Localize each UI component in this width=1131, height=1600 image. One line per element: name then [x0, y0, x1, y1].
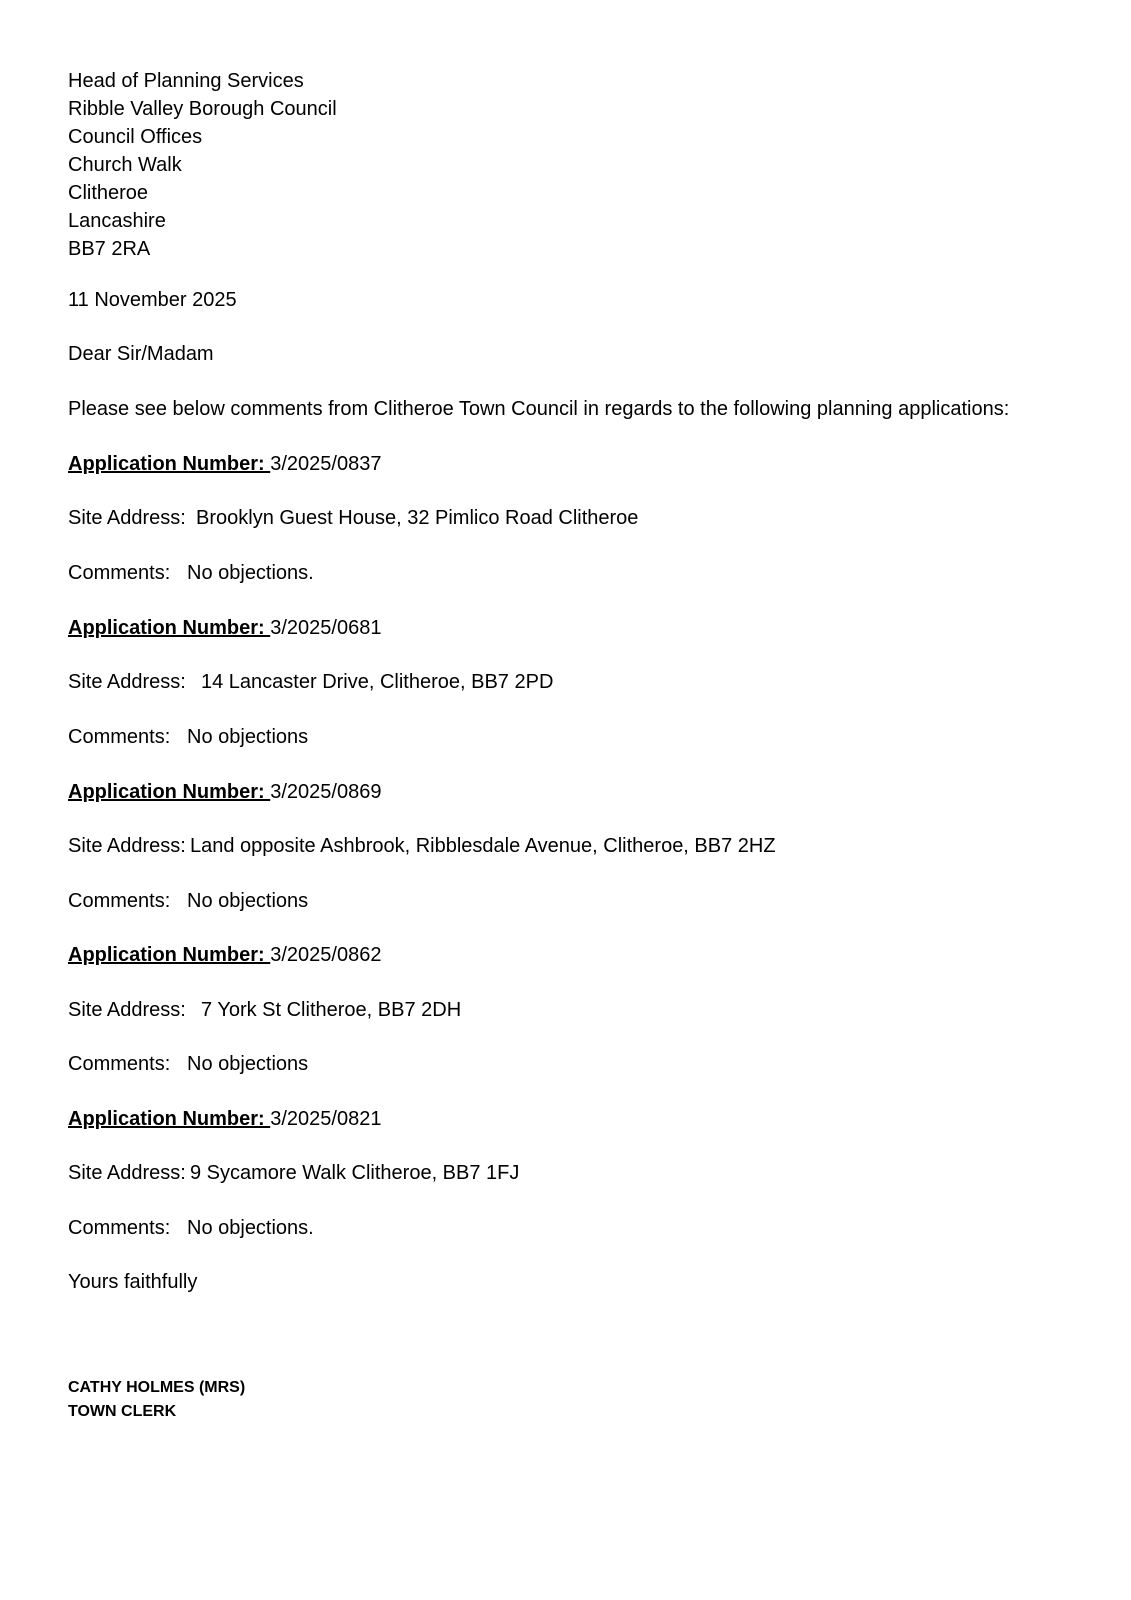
site-address-row	[68, 832, 776, 860]
application-number-row	[68, 1105, 381, 1133]
comments-label: Comments:	[68, 890, 171, 912]
site-address-label: Site Address:	[68, 671, 186, 693]
application-number-row	[68, 778, 381, 806]
comments-row	[68, 1214, 314, 1242]
application-number-value: 3/2025/0862	[270, 944, 382, 966]
site-address-row	[68, 1159, 519, 1187]
signature-title: TOWN CLERK	[68, 1403, 177, 1420]
application-number-label: Application Number:	[68, 617, 271, 639]
comments-row	[68, 887, 308, 915]
site-address-label: Site Address:	[68, 507, 186, 529]
comments-value: No objections	[187, 1053, 309, 1075]
application-number-label: Application Number:	[68, 1108, 271, 1130]
site-address-value: Land opposite Ashbrook, Ribblesdale Avenue, Clitheroe, BB7 2HZ	[190, 835, 776, 857]
comments-row	[68, 723, 308, 751]
address-line: Ribble Valley Borough Council	[68, 98, 337, 120]
application-number-value: 3/2025/0869	[270, 781, 382, 803]
site-address-row	[68, 668, 553, 696]
comments-row	[68, 1050, 308, 1078]
comments-label: Comments:	[68, 562, 171, 584]
comments-value: No objections.	[187, 1217, 314, 1239]
application-number-label: Application Number:	[68, 453, 271, 475]
recipient-address	[68, 67, 337, 263]
address-line: Lancashire	[68, 210, 166, 232]
site-address-value: Brooklyn Guest House, 32 Pimlico Road Clitheroe	[196, 507, 639, 529]
letter-date: 11 November 2025	[68, 289, 237, 311]
comments-value: No objections	[187, 726, 309, 748]
application-number-row	[68, 450, 381, 478]
application-number-label: Application Number:	[68, 944, 271, 966]
application-number-row	[68, 941, 381, 969]
comments-value: No objections.	[187, 562, 314, 584]
application-number-value: 3/2025/0821	[270, 1108, 382, 1130]
salutation: Dear Sir/Madam	[68, 343, 214, 365]
address-line: Clitheroe	[68, 182, 149, 204]
address-line: Head of Planning Services	[68, 70, 304, 92]
comments-row	[68, 559, 314, 587]
application-number-value: 3/2025/0837	[270, 453, 382, 475]
address-line: Council Offices	[68, 126, 203, 148]
site-address-label: Site Address:	[68, 835, 186, 857]
signature-name: CATHY HOLMES (MRS)	[68, 1379, 246, 1396]
intro-paragraph: Please see below comments from Clitheroe Town Council in regards to the following planning applications:	[68, 398, 1010, 420]
comments-label: Comments:	[68, 1217, 171, 1239]
address-line: BB7 2RA	[68, 238, 151, 260]
site-address-value: 7 York St Clitheroe, BB7 2DH	[201, 999, 462, 1021]
site-address-row	[68, 996, 461, 1024]
address-line: Church Walk	[68, 154, 182, 176]
comments-label: Comments:	[68, 1053, 171, 1075]
application-number-value: 3/2025/0681	[270, 617, 382, 639]
site-address-row	[68, 504, 638, 532]
comments-value: No objections	[187, 890, 309, 912]
site-address-label: Site Address:	[68, 999, 186, 1021]
application-number-label: Application Number:	[68, 781, 271, 803]
application-number-row	[68, 614, 381, 642]
site-address-label: Site Address:	[68, 1162, 186, 1184]
site-address-value: 14 Lancaster Drive, Clitheroe, BB7 2PD	[201, 671, 554, 693]
closing: Yours faithfully	[68, 1271, 198, 1293]
comments-label: Comments:	[68, 726, 171, 748]
site-address-value: 9 Sycamore Walk Clitheroe, BB7 1FJ	[190, 1162, 520, 1184]
